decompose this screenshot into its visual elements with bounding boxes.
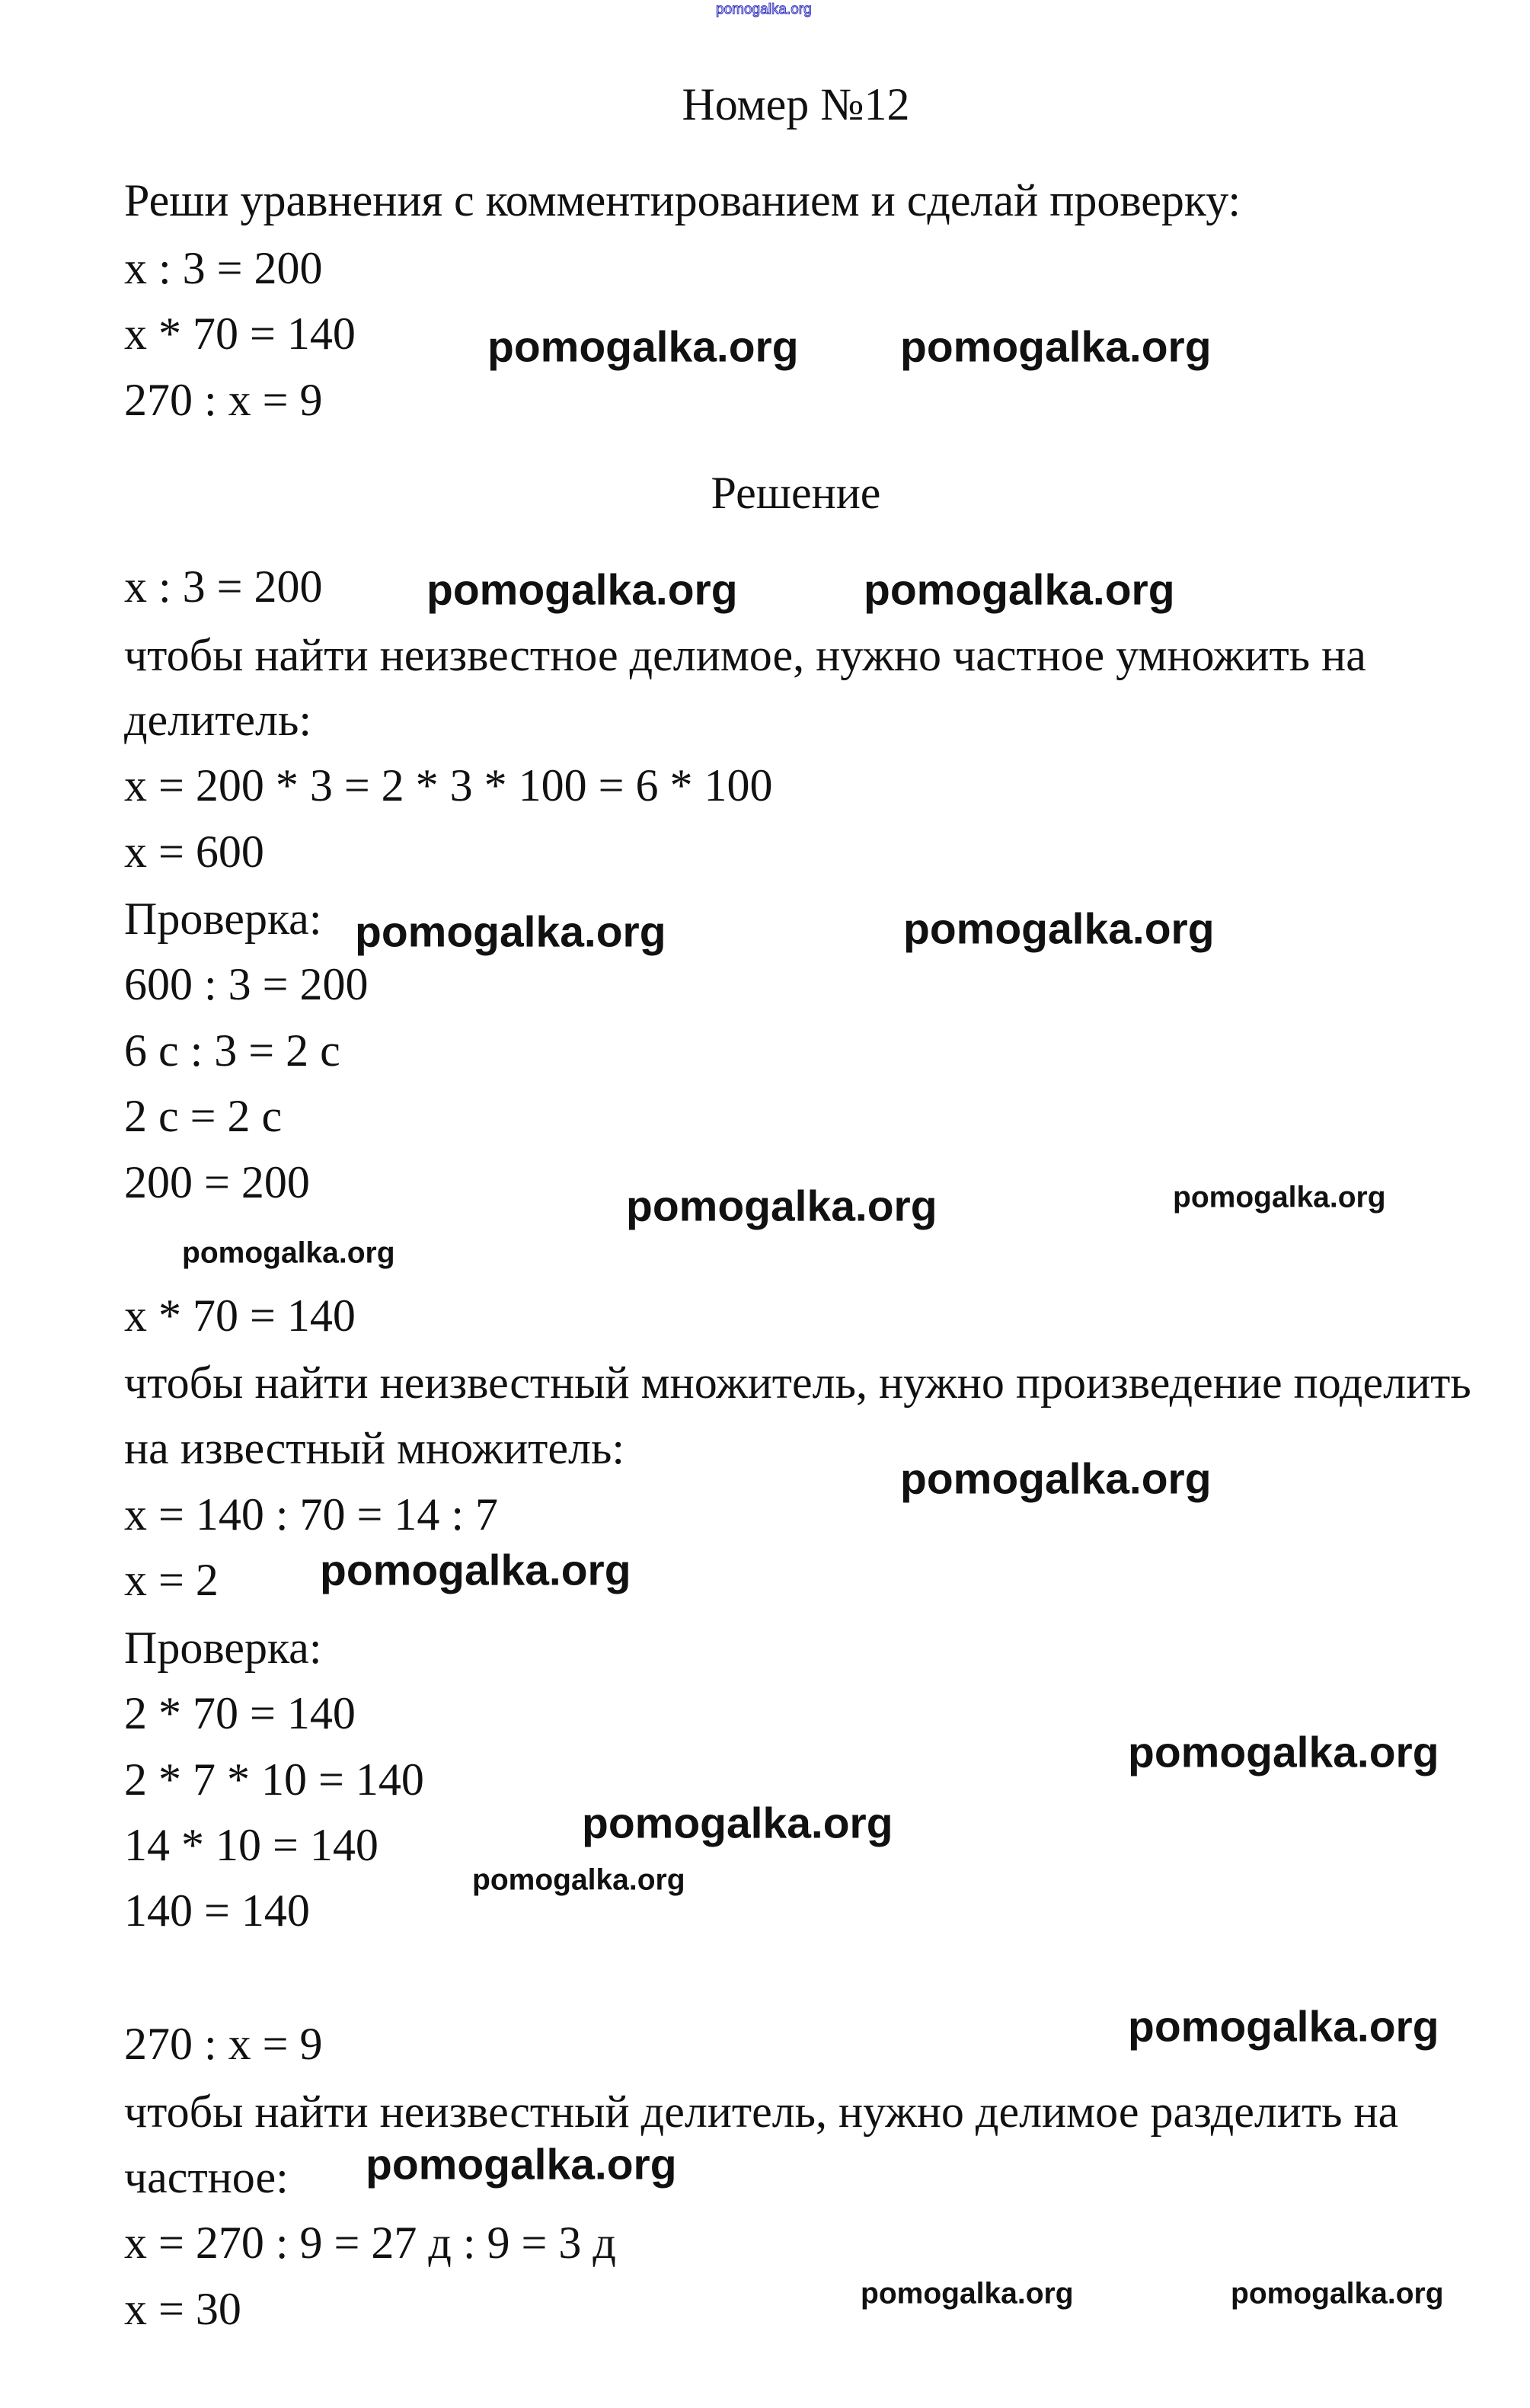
solution-line: 14 * 10 = 140: [124, 1820, 379, 1870]
solution-line: Проверка:: [124, 1623, 322, 1673]
watermark: pomogalka.org: [426, 565, 738, 615]
header-watermark: pomogalka.org: [716, 2, 812, 18]
solution-line: x = 600: [124, 827, 264, 877]
watermark: pomogalka.org: [626, 1182, 937, 1231]
watermark: pomogalka.org: [1173, 1181, 1386, 1214]
watermark: pomogalka.org: [900, 1454, 1212, 1504]
solution-line: частное:: [124, 2152, 289, 2202]
watermark: pomogalka.org: [864, 565, 1175, 615]
equation-line: x * 70 = 140: [124, 309, 356, 359]
watermark: pomogalka.org: [900, 322, 1212, 372]
solution-line: x = 270 : 9 = 27 д : 9 = 3 д: [124, 2218, 616, 2268]
watermark: pomogalka.org: [861, 2277, 1074, 2310]
equation-line: x : 3 = 200: [124, 243, 323, 293]
solution-line: x * 70 = 140: [124, 1290, 356, 1341]
solution-line: 2 * 70 = 140: [124, 1688, 356, 1738]
watermark: pomogalka.org: [1128, 2002, 1439, 2051]
solution-line: чтобы найти неизвестный делитель, нужно делимое разделить на: [124, 2087, 1399, 2137]
solution-line: 600 : 3 = 200: [124, 959, 369, 1009]
solution-line: чтобы найти неизвестное делимое, нужно частное умножить на: [124, 630, 1366, 680]
solution-line: 6 с : 3 = 2 с: [124, 1025, 340, 1076]
solution-line: x = 30: [124, 2284, 241, 2334]
solution-line: на известный множитель:: [124, 1423, 625, 1473]
solution-line: x = 2: [124, 1555, 219, 1605]
watermark: pomogalka.org: [320, 1546, 631, 1595]
solution-line: 140 = 140: [124, 1885, 310, 1936]
watermark: pomogalka.org: [1128, 1728, 1439, 1777]
solution-heading: Решение: [711, 468, 881, 518]
solution-line: делитель:: [124, 695, 312, 745]
solution-line: Проверка:: [124, 894, 322, 944]
solution-line: 2 с = 2 с: [124, 1091, 283, 1141]
page-title: Номер №12: [682, 79, 910, 130]
solution-line: 200 = 200: [124, 1157, 310, 1207]
watermark: pomogalka.org: [582, 1799, 893, 1848]
solution-line: x : 3 = 200: [124, 561, 323, 612]
watermark: pomogalka.org: [1231, 2277, 1444, 2310]
watermark: pomogalka.org: [903, 904, 1215, 954]
watermark: pomogalka.org: [182, 1236, 395, 1270]
solution-line: 270 : x = 9: [124, 2019, 323, 2069]
solution-line: чтобы найти неизвестный множитель, нужно произведение поделить: [124, 1357, 1471, 1408]
solution-line: 2 * 7 * 10 = 140: [124, 1754, 424, 1805]
watermark: pomogalka.org: [366, 2140, 677, 2189]
watermark: pomogalka.org: [355, 907, 666, 957]
equation-line: 270 : x = 9: [124, 375, 323, 425]
task-text: Реши уравнения с комментированием и сделай проверку:: [124, 175, 1241, 225]
solution-line: x = 140 : 70 = 14 : 7: [124, 1489, 499, 1540]
watermark: pomogalka.org: [472, 1863, 685, 1897]
watermark: pomogalka.org: [487, 322, 799, 372]
solution-line: x = 200 * 3 = 2 * 3 * 100 = 6 * 100: [124, 760, 773, 811]
